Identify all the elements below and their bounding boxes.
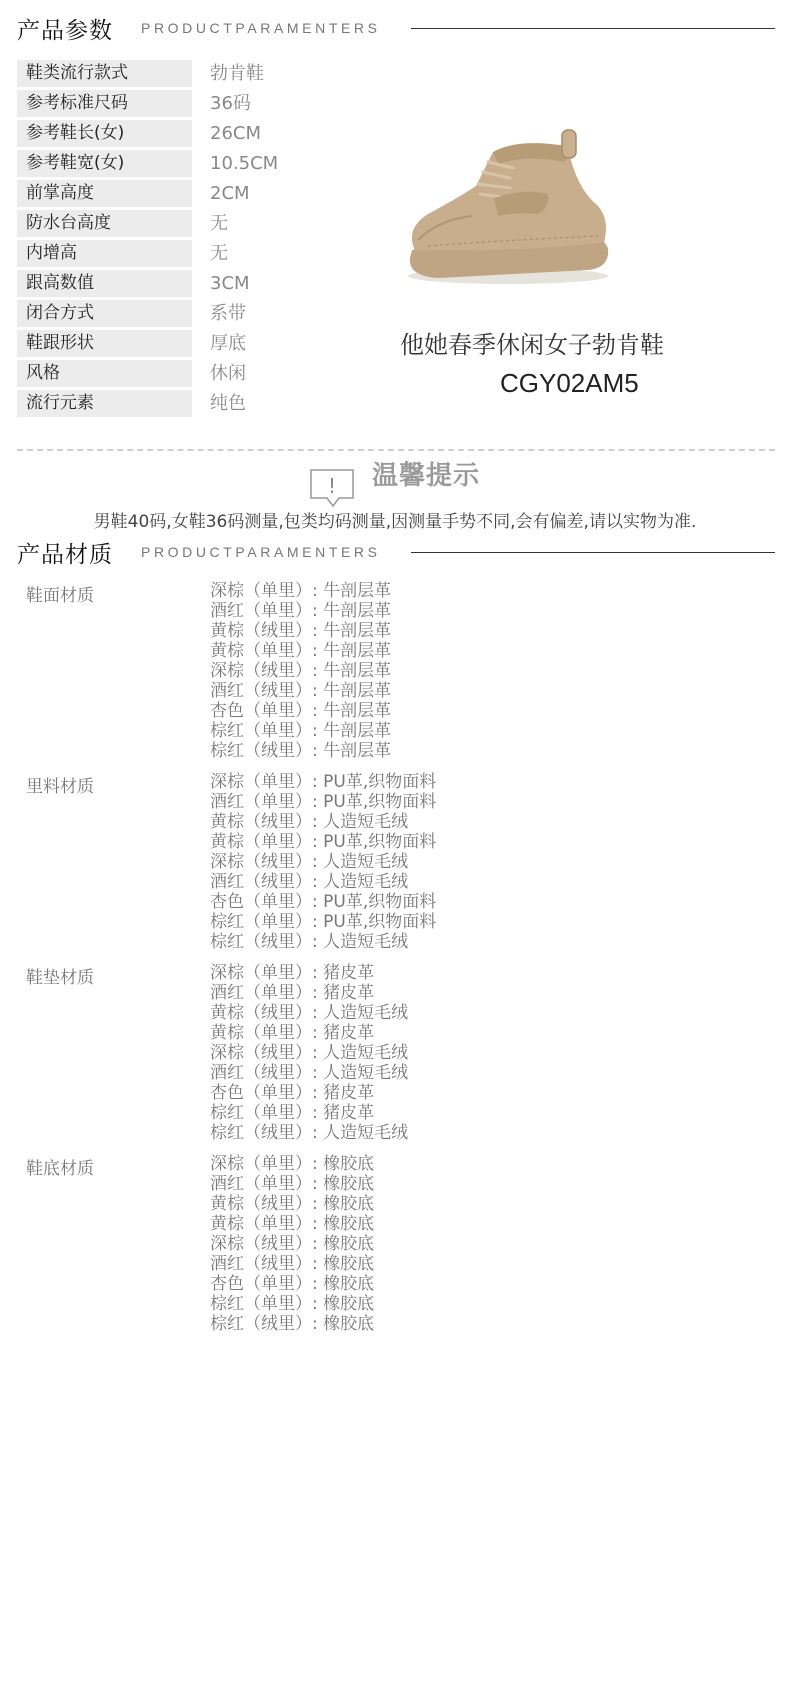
params-section-subtitle: PRODUCTPARAMENTERS [141, 20, 381, 36]
material-line: 深棕（单里）: 橡胶底 [210, 1154, 375, 1174]
materials-section-header [17, 532, 775, 566]
material-line: 棕红（绒里）: 人造短毛绒 [210, 1123, 409, 1143]
material-lines [210, 772, 436, 952]
material-lines [210, 1154, 374, 1334]
material-line: 黄棕（绒里）: 橡胶底 [210, 1194, 375, 1214]
material-line: 酒红（绒里）: 牛剖层革 [210, 681, 392, 701]
param-label: 前掌高度 [17, 180, 192, 207]
material-line: 黄棕（绒里）: 人造短毛绒 [210, 1003, 409, 1023]
material-line: 杏色（单里）: PU革,织物面料 [210, 892, 437, 912]
material-line: 棕红（单里）: 猪皮革 [210, 1103, 375, 1123]
material-line: 深棕（绒里）: 人造短毛绒 [210, 852, 409, 872]
material-label: 鞋垫材质 [26, 968, 94, 988]
material-lines [210, 581, 391, 761]
material-line: 黄棕（绒里）: 牛剖层革 [210, 621, 392, 641]
param-label: 风格 [17, 360, 192, 387]
param-label: 流行元素 [17, 390, 192, 417]
material-line: 深棕（单里）: 猪皮革 [210, 963, 375, 983]
material-line: 棕红（单里）: 橡胶底 [210, 1294, 375, 1314]
material-label: 里料材质 [26, 777, 94, 797]
material-line: 棕红（单里）: 牛剖层革 [210, 721, 392, 741]
material-line: 酒红（绒里）: 橡胶底 [210, 1254, 375, 1274]
material-line: 棕红（绒里）: 牛剖层革 [210, 741, 392, 761]
material-line: 杏色（单里）: 橡胶底 [210, 1274, 375, 1294]
param-value: 系带 [210, 303, 246, 324]
materials-section-title: 产品材质 [17, 542, 113, 568]
section-divider-line [411, 28, 775, 29]
param-value: 2CM [210, 183, 250, 204]
section-divider-line [411, 552, 775, 553]
param-value: 3CM [210, 273, 250, 294]
param-label: 跟高数值 [17, 270, 192, 297]
material-line: 黄棕（绒里）: 人造短毛绒 [210, 812, 409, 832]
material-line: 棕红（单里）: PU革,织物面料 [210, 912, 437, 932]
material-line: 酒红（单里）: 猪皮革 [210, 983, 375, 1003]
param-label: 参考鞋宽(女) [17, 150, 192, 177]
material-line: 棕红（绒里）: 橡胶底 [210, 1314, 375, 1334]
material-line: 黄棕（单里）: 猪皮革 [210, 1023, 375, 1043]
material-line: 棕红（绒里）: 人造短毛绒 [210, 932, 409, 952]
params-section-header [17, 8, 775, 42]
param-label: 鞋跟形状 [17, 330, 192, 357]
material-line: 黄棕（单里）: PU革,织物面料 [210, 832, 437, 852]
shoe-photo-icon [398, 128, 628, 293]
exclamation-speech-bubble-icon [309, 468, 357, 508]
tip-icon-glyph: ! [327, 474, 337, 498]
param-value: 休闲 [210, 363, 246, 384]
product-code: CGY02AM5 [500, 368, 639, 398]
material-line: 深棕（单里）: PU革,织物面料 [210, 772, 437, 792]
material-line: 黄棕（单里）: 牛剖层革 [210, 641, 392, 661]
material-line: 酒红（绒里）: 人造短毛绒 [210, 1063, 409, 1083]
materials-section-subtitle: PRODUCTPARAMENTERS [141, 544, 381, 560]
tip-title: 温馨提示 [372, 461, 481, 491]
material-line: 杏色（单里）: 猪皮革 [210, 1083, 375, 1103]
material-line: 酒红（绒里）: 人造短毛绒 [210, 872, 409, 892]
material-line: 杏色（单里）: 牛剖层革 [210, 701, 392, 721]
material-lines [210, 963, 408, 1143]
material-line: 深棕（绒里）: 人造短毛绒 [210, 1043, 409, 1063]
material-line: 酒红（单里）: PU革,织物面料 [210, 792, 437, 812]
material-line: 黄棕（单里）: 橡胶底 [210, 1214, 375, 1234]
param-value: 36码 [210, 93, 251, 114]
param-value: 勃肯鞋 [210, 63, 264, 84]
product-name: 他她春季休闲女子勃肯鞋 [400, 331, 664, 359]
param-value: 无 [210, 243, 228, 264]
param-value: 10.5CM [210, 153, 279, 174]
param-label: 参考鞋长(女) [17, 120, 192, 147]
material-label: 鞋底材质 [26, 1159, 94, 1179]
param-label: 防水台高度 [17, 210, 192, 237]
dashed-divider [17, 449, 775, 451]
param-value: 纯色 [210, 393, 246, 414]
param-value: 厚底 [210, 333, 246, 354]
material-line: 酒红（单里）: 牛剖层革 [210, 601, 392, 621]
material-line: 酒红（单里）: 橡胶底 [210, 1174, 375, 1194]
param-label: 内增高 [17, 240, 192, 267]
param-label: 鞋类流行款式 [17, 60, 192, 87]
param-value: 无 [210, 213, 228, 234]
params-section-title: 产品参数 [17, 18, 113, 44]
material-label: 鞋面材质 [26, 586, 94, 606]
material-line: 深棕（绒里）: 橡胶底 [210, 1234, 375, 1254]
param-value: 26CM [210, 123, 262, 144]
tip-text: 男鞋40码,女鞋36码测量,包类均码测量,因测量手势不同,会有偏差,请以实物为准. [93, 512, 697, 532]
param-label: 闭合方式 [17, 300, 192, 327]
material-line: 深棕（单里）: 牛剖层革 [210, 581, 392, 601]
param-label: 参考标准尺码 [17, 90, 192, 117]
material-line: 深棕（绒里）: 牛剖层革 [210, 661, 392, 681]
